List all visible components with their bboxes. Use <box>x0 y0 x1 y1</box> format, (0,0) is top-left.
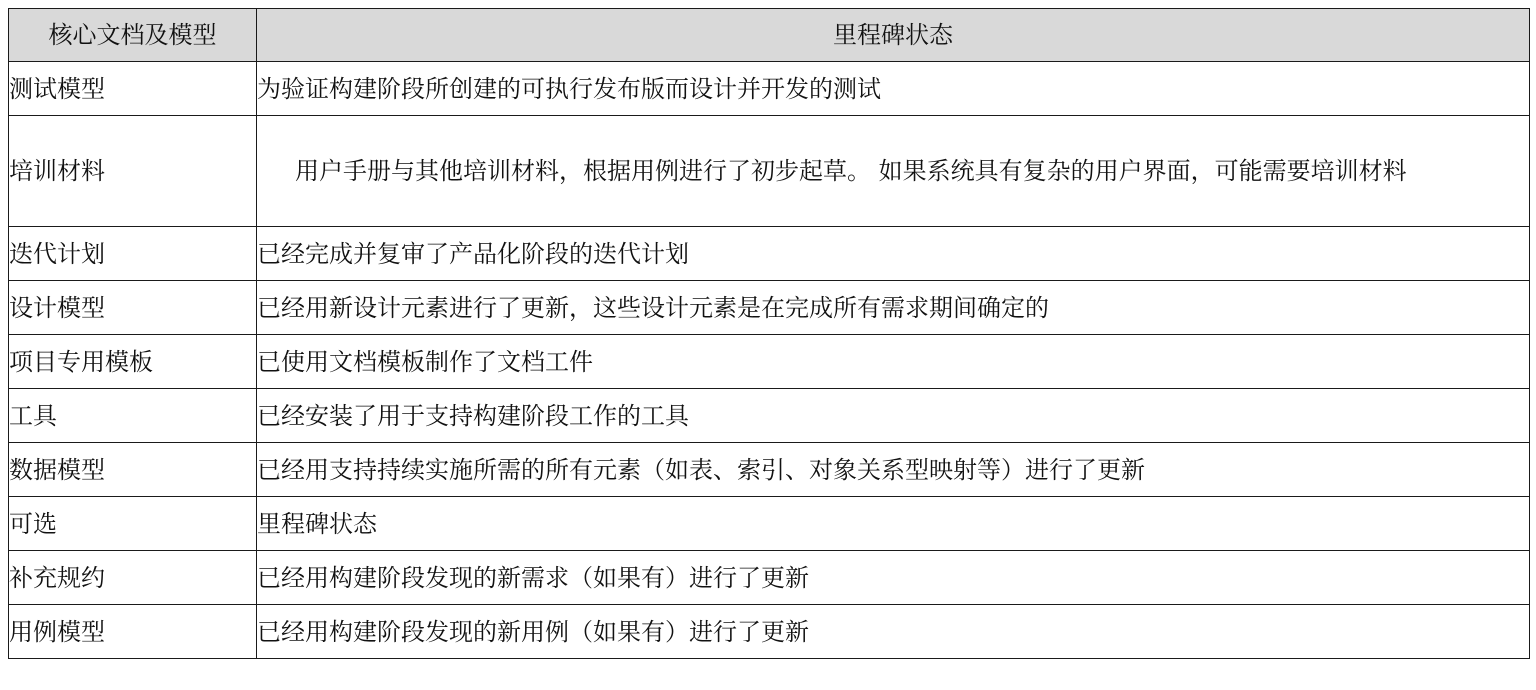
table-row <box>9 605 1530 659</box>
doc-name-cell: 设计模型 <box>9 281 257 335</box>
table-row <box>9 62 1530 116</box>
status-cell: 里程碑状态 <box>257 497 1530 551</box>
table-row <box>9 335 1530 389</box>
status-cell: 已经用构建阶段发现的新需求（如果有）进行了更新 <box>257 551 1530 605</box>
status-cell: 已经用构建阶段发现的新用例（如果有）进行了更新 <box>257 605 1530 659</box>
status-cell: 为验证构建阶段所创建的可执行发布版而设计并开发的测试 <box>257 62 1530 116</box>
milestone-table <box>8 8 1530 659</box>
status-cell: 已经完成并复审了产品化阶段的迭代计划 <box>257 227 1530 281</box>
table-header-row <box>9 9 1530 62</box>
header-milestone-status: 里程碑状态 <box>257 9 1530 62</box>
doc-name-cell: 补充规约 <box>9 551 257 605</box>
table-row <box>9 116 1530 227</box>
status-cell: 用户手册与其他培训材料，根据用例进行了初步起草。 如果系统具有复杂的用户界面，可能需要培训材料 <box>257 116 1530 227</box>
table-row <box>9 389 1530 443</box>
status-cell: 已经用新设计元素进行了更新，这些设计元素是在完成所有需求期间确定的 <box>257 281 1530 335</box>
status-cell: 已经用支持持续实施所需的所有元素（如表、索引、对象关系型映射等）进行了更新 <box>257 443 1530 497</box>
doc-name-cell: 可选 <box>9 497 257 551</box>
doc-name-cell: 数据模型 <box>9 443 257 497</box>
table-row <box>9 227 1530 281</box>
doc-name-cell: 工具 <box>9 389 257 443</box>
header-core-documents: 核心文档及模型 <box>9 9 257 62</box>
doc-name-cell: 测试模型 <box>9 62 257 116</box>
table-row <box>9 497 1530 551</box>
doc-name-cell: 项目专用模板 <box>9 335 257 389</box>
table-row <box>9 551 1530 605</box>
status-cell: 已经安装了用于支持构建阶段工作的工具 <box>257 389 1530 443</box>
table-row <box>9 443 1530 497</box>
doc-name-cell: 培训材料 <box>9 116 257 227</box>
table-row <box>9 281 1530 335</box>
doc-name-cell: 迭代计划 <box>9 227 257 281</box>
doc-name-cell: 用例模型 <box>9 605 257 659</box>
status-cell: 已使用文档模板制作了文档工件 <box>257 335 1530 389</box>
